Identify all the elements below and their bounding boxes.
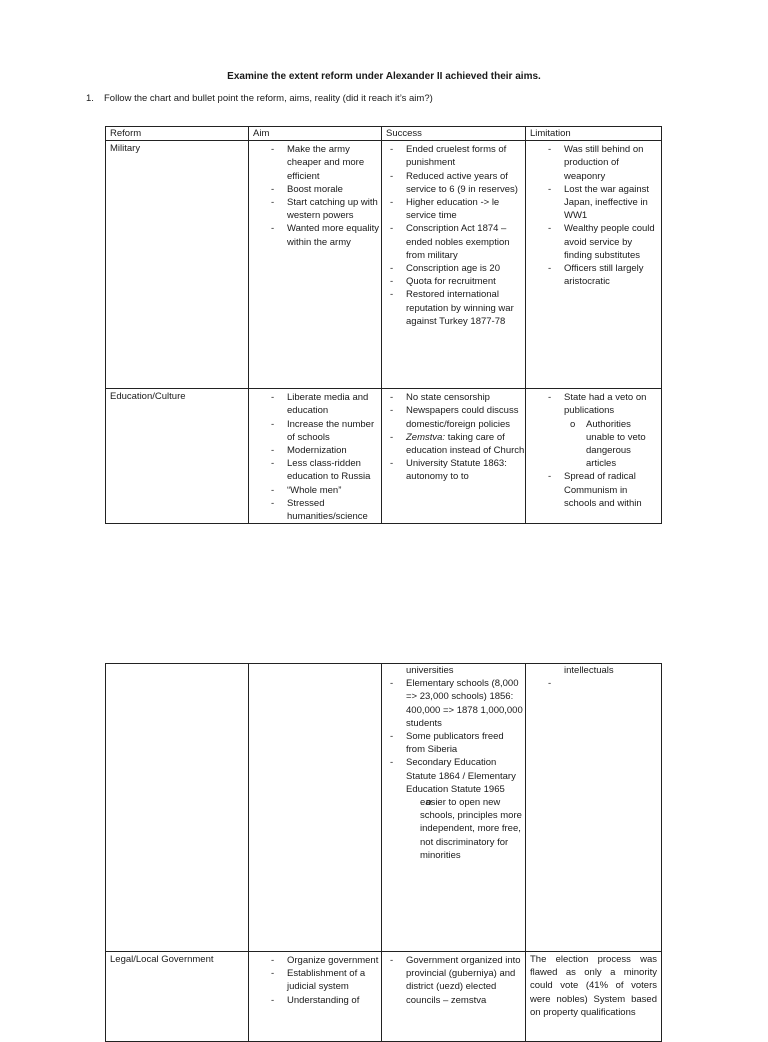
reform-table-part-1 xyxy=(105,126,662,524)
sub-list-item: o easier to open new schools, principles more independent, more free, not discriminatory for minorities xyxy=(406,796,525,862)
list-item xyxy=(526,391,661,470)
document-title: Examine the extent reform under Alexander II achieved their aims. xyxy=(227,71,541,82)
reform-label: Military xyxy=(110,143,141,155)
list-item: - Organize government xyxy=(249,954,381,967)
reform-label: Legal/Local Government xyxy=(110,954,214,965)
limitation-paragraph: The election process was flawed as only a minority could vote (41% of voters were nobles) System based on property qualifications xyxy=(530,954,657,1018)
list-item: - Increase the number of schools xyxy=(249,418,381,444)
list-item: - Start catching up with western powers xyxy=(249,196,381,222)
list-item: - Liberate media and education xyxy=(249,391,381,417)
reform-label: Education/Culture xyxy=(110,391,186,403)
continued-text: universities xyxy=(406,665,454,676)
list-item: - Make the army cheaper and more efficient xyxy=(249,143,381,183)
instruction-number: 1. xyxy=(86,93,94,104)
list-item: - Wanted more equality within the army xyxy=(249,222,381,248)
reform-table-part-2 xyxy=(105,663,662,1042)
list-item: - Higher education -> le service time xyxy=(382,196,525,222)
list-item: - Conscription age is 20 xyxy=(382,262,525,275)
list-item: - Boost morale xyxy=(249,183,381,196)
list-item: - Newspapers could discuss domestic/foreign policies xyxy=(382,404,525,430)
list-item: - “Whole men” xyxy=(249,484,381,497)
zemstva-term: Zemstva: xyxy=(406,431,446,443)
list-item: - Quota for recruitment xyxy=(382,275,525,288)
table-row-education-continued xyxy=(106,664,662,952)
limitation-text: State had a veto on publications xyxy=(564,392,647,417)
table-row-education xyxy=(106,389,662,524)
list-item: - Understanding of xyxy=(249,994,381,1007)
list-item: - Some publicators freed from Siberia xyxy=(382,730,525,756)
header-limitation: Limitation xyxy=(530,128,571,139)
list-item xyxy=(382,756,525,862)
list-item: - Government organized into provincial (guberniya) and district (uezd) elected councils – zemstva xyxy=(382,954,525,1007)
list-item: - Ended cruelest forms of punishment xyxy=(382,143,525,169)
list-item: - Officers still largely aristocratic xyxy=(526,262,661,288)
list-item xyxy=(382,431,525,457)
zemstva-text: taking care of education instead of Church xyxy=(406,431,525,457)
list-item: - Establishment of a judicial system xyxy=(249,967,381,993)
sub-list-item: o Authorities unable to veto dangerous articles xyxy=(564,418,661,471)
list-item: - Spread of radical Communism in schools and within xyxy=(526,470,661,510)
table-header-row xyxy=(106,127,662,141)
list-item: - Restored international reputation by winning war against Turkey 1877-78 xyxy=(382,288,525,328)
instruction-text: Follow the chart and bullet point the reform, aims, reality (did it reach it’s aim?) xyxy=(104,93,433,104)
statute-text: Secondary Education Statute 1864 / Elementary Education Statute 1965 xyxy=(406,757,516,795)
instruction xyxy=(86,92,433,105)
continued-text: intellectuals xyxy=(564,665,614,676)
header-reform: Reform xyxy=(110,128,142,139)
header-aim: Aim xyxy=(253,128,270,139)
list-item: - Was still behind on production of weaponry xyxy=(526,143,661,183)
header-success: Success xyxy=(386,128,422,139)
list-item: - Less class-ridden education to Russia xyxy=(249,457,381,483)
list-item: - Modernization xyxy=(249,444,381,457)
list-item: - No state censorship xyxy=(382,391,525,404)
list-item: - Conscription Act 1874 – ended nobles exemption from military xyxy=(382,222,525,262)
list-item: - Wealthy people could avoid service by finding substitutes xyxy=(526,222,661,262)
list-item: - Stressed humanities/science xyxy=(249,497,381,523)
list-item: - University Statute 1863: autonomy to to xyxy=(382,457,525,483)
list-item: - Lost the war against Japan, ineffective in WW1 xyxy=(526,183,661,223)
table-row-legal xyxy=(106,952,662,1042)
list-item: - Elementary schools (8,000 => 23,000 schools) 1856: 400,000 => 1878 1,000,000 students xyxy=(382,677,525,730)
table-row-military xyxy=(106,141,662,389)
list-item: - Reduced active years of service to 6 (9 in reserves) xyxy=(382,170,525,196)
